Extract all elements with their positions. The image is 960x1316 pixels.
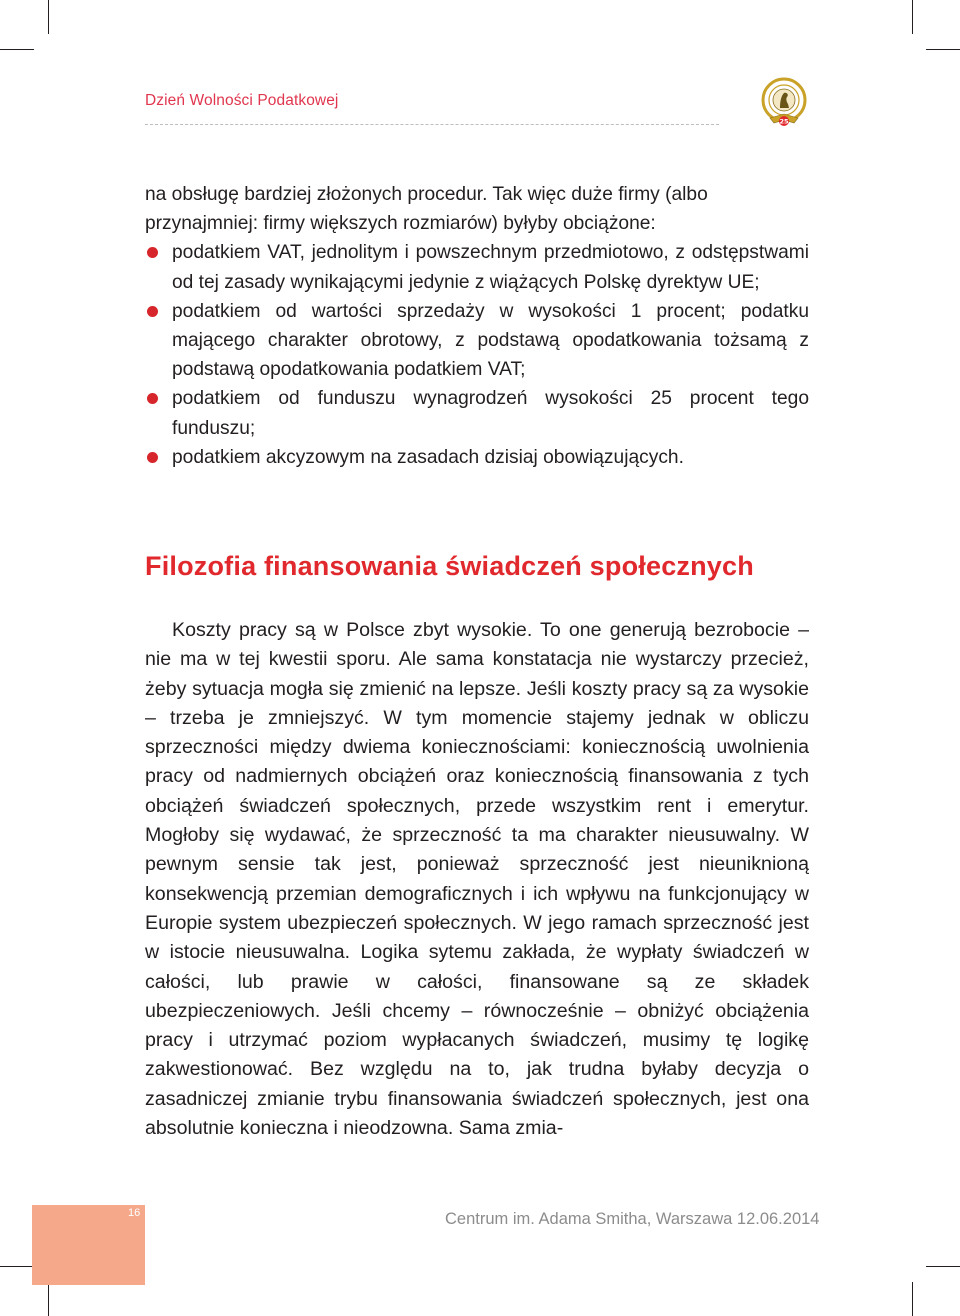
crop-mark xyxy=(48,0,49,34)
bullet-list xyxy=(145,238,809,472)
crop-mark xyxy=(912,1282,913,1316)
bullet-dot-icon xyxy=(147,306,158,317)
header-divider xyxy=(145,124,719,125)
crop-mark xyxy=(926,49,960,50)
crop-mark xyxy=(0,49,34,50)
section-heading: Filozofia finansowania świadczeń społecznych xyxy=(145,551,754,581)
intro-block xyxy=(145,180,809,472)
running-head: Dzień Wolności Podatkowej xyxy=(145,92,339,109)
crop-mark xyxy=(0,1266,34,1267)
bullet-dot-icon xyxy=(147,247,158,258)
page-number: 16 xyxy=(128,1207,141,1219)
footer-publisher: Centrum im. Adama Smitha, Warszawa 12.06.2014 xyxy=(445,1210,820,1228)
list-item: podatkiem akcyzowym na zasadach dzisiaj obowiązujących. xyxy=(145,443,809,472)
logo-number: 25 xyxy=(779,117,789,126)
list-item: podatkiem od wartości sprzedaży w wysokości 1 procent; podatku mającego charakter obrotowy, z podstawą opodatkowania tożsamą z podstawą opodatkowania podatkiem VAT; xyxy=(145,297,809,385)
crop-mark xyxy=(926,1266,960,1267)
bullet-dot-icon xyxy=(147,393,158,404)
list-item: podatkiem od funduszu wynagrodzeń wysokości 25 procent tego funduszu; xyxy=(145,384,809,442)
list-item: podatkiem VAT, jednolitym i powszechnym przedmiotowo, z odstępstwami od tej zasady wynikającymi jedynie z wiążących Polskę dyrektyw UE; xyxy=(145,238,809,296)
intro-paragraph: na obsługę bardziej złożonych procedur. Tak więc duże firmy (albo przynajmniej: firmy większych rozmiarów) byłyby obciążone: xyxy=(145,184,708,235)
crop-mark xyxy=(912,0,913,34)
publisher-logo xyxy=(756,76,812,130)
bullet-dot-icon xyxy=(147,452,158,463)
section-paragraph: Koszty pracy są w Polsce zbyt wysokie. To one generują bezrobocie – nie ma w tej kwestii sporu. Ale sama konstatacja nie wystarczy przecież, żeby sytuacja mogła się zmienić na lepsze. Jeśli koszty pracy są za wysokie – trzeba je zmniejszyć. W tym momencie stajemy jednak w obliczu sprzeczności między dwiema koniecznościami: koniecznością uwolnienia pracy od nadmiernych obciążeń oraz koniecznością finansowania z tych obciążeń świadczeń społecznych, przede wszystkim rent i emerytur. Mogłoby się wydawać, że sprzeczność ta ma charakter nieusuwalny. W pewnym sensie tak jest, ponieważ sprzeczność jest nieuniknioną konsekwencją przemian demograficznych i ich wpływu na funkcjonujący w Europie system ubezpieczeń społecznych. W jego ramach sprzeczność jest w istocie nieusuwalna. Logika sytemu zakłada, że wypłaty świadczeń w całości, lub prawie w całości, finansowane są ze składek ubezpieczeniowych. Jeśli chcemy – równocześnie – obniżyć obciążenia pracy i utrzymać poziom wypłacanych świadczeń, musimy tę logikę zakwestionować. Bez względu na to, jak trudna byłaby decyzja o zasadniczej zmianie trybu finansowania świadczeń społecznych, jest ona absolutnie konieczna i nieodzowna. Sama zmia- xyxy=(145,619,809,1140)
crop-mark xyxy=(48,1282,49,1316)
